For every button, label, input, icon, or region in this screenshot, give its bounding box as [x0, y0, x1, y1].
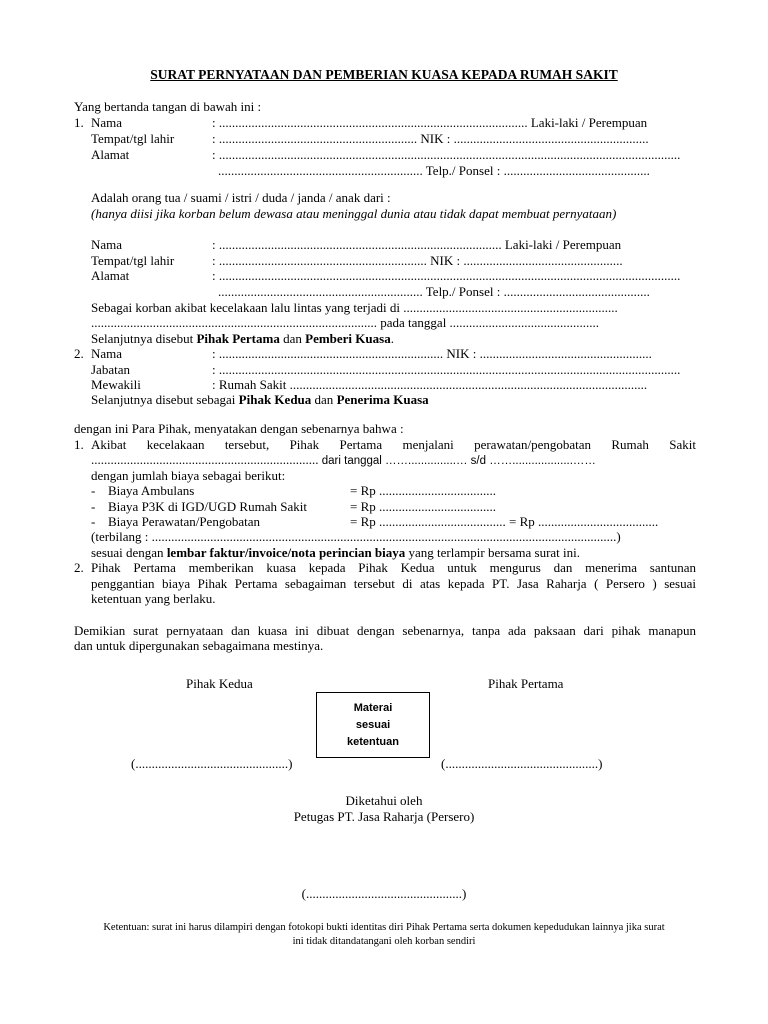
cost-intro: dengan jumlah biaya sebagai berikut: [91, 468, 286, 483]
definition-prefix: Selanjutnya disebut [91, 331, 194, 346]
penerima-kuasa-term: Penerima Kuasa [336, 392, 429, 407]
nama-field: : ............................................................................................... Laki-laki / Perempuan [212, 115, 648, 130]
materai-line-2: sesuai [355, 718, 391, 731]
alamat-field: : .............................................................................................................................................. [212, 147, 681, 162]
closing-line-2: dan untuk dipergunakan sebagaimana mestinya. [74, 638, 324, 653]
hospital-name-dots: ...................................................................... [91, 452, 319, 467]
signature-line-petugas: (................................................) [301, 886, 467, 901]
parent-line: Adalah orang tua / suami / istri / duda / janda / anak dari : [91, 190, 391, 205]
mewakili-label: Mewakili [91, 377, 141, 392]
item-number-1: 1. [74, 115, 84, 130]
pihak-pertama-heading: Pihak Pertama [488, 676, 564, 691]
statement-1-text: Akibat kecelakaan tersebut, Pihak Pertama menjalani perawatan/pengobatan Rumah Sakit [91, 437, 696, 452]
document-title: SURAT PERNYATAAN DAN PEMBERIAN KUASA KEPADA RUMAH SAKIT [150, 67, 618, 82]
date-range: dari tanggal ……...............… s/d ……...................…… [321, 455, 596, 467]
alamat2-label: Alamat [91, 268, 130, 283]
cost-ambulans-label: Biaya Ambulans [108, 483, 195, 498]
telp2-field: ............................................................... Telp./ Ponsel : ............................................. [218, 284, 650, 299]
statement-intro: dengan ini Para Pihak, menyatakan dengan sebenarnya bahwa : [74, 421, 404, 436]
korban-line: Sebagai korban akibat kecelakaan lalu lintas yang terjadi di .................................................................. [91, 300, 618, 315]
pk-nama-label: Nama [91, 346, 123, 361]
parent-note: (hanya diisi jika korban belum dewasa atau meninggal dunia atau tidak dapat membuat pernyataan) [91, 206, 617, 221]
cost-dash-2: - [91, 499, 96, 514]
statement-number-1: 1. [74, 437, 84, 452]
telp-field: ............................................................... Telp./ Ponsel : ............................................. [218, 163, 650, 178]
cost-ambulans-field: = Rp .................................... [350, 483, 497, 498]
nama-label: Nama [91, 115, 123, 130]
signature-line-pihak-kedua: (...............................................) [131, 756, 293, 771]
invoice-suffix: yang terlampir bersama surat ini. [408, 545, 581, 560]
tanggal-line: ........................................................................................ pada tanggal .............................................. [91, 315, 600, 330]
ttl-label: Tempat/tgl lahir [91, 131, 175, 146]
diketahui-heading: Diketahui oleh [345, 793, 423, 808]
footer-note-line-2: ini tidak ditandatangani oleh korban sendiri [292, 936, 476, 947]
cost-perawatan-field: = Rp ....................................... = Rp ..................................... [350, 514, 659, 529]
item-number-2: 2. [74, 346, 84, 361]
footer-note-line-1: Ketentuan: surat ini harus dilampiri dengan fotokopi bukti identitas diri Pihak Pertama serta dokumen kepedudukan lainnya jika surat [103, 922, 665, 933]
nama2-field: : ....................................................................................... Laki-laki / Perempuan [212, 237, 622, 252]
pihak-pertama-term: Pihak Pertama [196, 331, 280, 346]
pemberi-kuasa-term: Pemberi Kuasa [305, 331, 391, 346]
pk-nama-nik-field: : ..................................................................... NIK : ..................................................... [212, 346, 652, 361]
jabatan-field: : .............................................................................................................................................. [212, 362, 681, 377]
invoice-line [91, 545, 580, 561]
petugas-heading: Petugas PT. Jasa Raharja (Persero) [293, 809, 475, 824]
intro-text: Yang bertanda tangan di bawah ini : [74, 99, 262, 114]
jabatan-label: Jabatan [91, 362, 130, 377]
statement-number-2: 2. [74, 560, 84, 575]
ttl2-nik-field: : ................................................................ NIK : ................................................. [212, 253, 623, 268]
definition-prefix: Selanjutnya disebut sebagai [91, 392, 236, 407]
definition-period: . [390, 331, 394, 346]
pihak-pertama-definition [91, 331, 394, 347]
cost-dash-1: - [91, 483, 96, 498]
alamat-label: Alamat [91, 147, 130, 162]
pihak-kedua-definition [91, 392, 429, 408]
materai-stamp-box [316, 692, 430, 758]
definition-and: dan [283, 331, 302, 346]
cost-perawatan-label: Biaya Perawatan/Pengobatan [108, 514, 260, 529]
nama2-label: Nama [91, 237, 123, 252]
pihak-kedua-heading: Pihak Kedua [186, 676, 253, 691]
alamat2-field: : .............................................................................................................................................. [212, 268, 681, 283]
treatment-period-line [91, 452, 596, 469]
signature-line-pihak-pertama: (...............................................) [441, 756, 603, 771]
invoice-term: lembar faktur/invoice/nota perincian biaya [166, 545, 406, 560]
pihak-kedua-term: Pihak Kedua [238, 392, 312, 407]
statement-2-line-2: penggantian biaya Pihak Pertama sebagaiman tersebut di atas kepada PT. Jasa Raharja ( Persero ) sesuai [91, 576, 696, 591]
statement-2-line-3: ketentuan yang berlaku. [91, 591, 216, 606]
statement-2-line-1: Pihak Pertama memberikan kuasa kepada Pihak Kedua untuk mengurus dan menerima santunan [91, 560, 696, 575]
closing-line-1: Demikian surat pernyataan dan kuasa ini dibuat dengan sebenarnya, tanpa ada paksaan dari pihak manapun [74, 623, 696, 638]
materai-line-3: ketentuan [347, 735, 399, 748]
materai-line-1: Materai [353, 701, 393, 714]
terbilang-field: (terbilang : ...............................................................................................................................................) [91, 529, 621, 544]
cost-p3k-field: = Rp .................................... [350, 499, 497, 514]
ttl2-label: Tempat/tgl lahir [91, 253, 175, 268]
invoice-prefix: sesuai dengan [91, 545, 164, 560]
mewakili-field: : Rumah Sakit .............................................................................................................. [212, 377, 648, 392]
cost-dash-3: - [91, 514, 96, 529]
cost-p3k-label: Biaya P3K di IGD/UGD Rumah Sakit [108, 499, 307, 514]
definition-and: dan [314, 392, 334, 407]
ttl-nik-field: : ............................................................. NIK : ............................................................ [212, 131, 649, 146]
